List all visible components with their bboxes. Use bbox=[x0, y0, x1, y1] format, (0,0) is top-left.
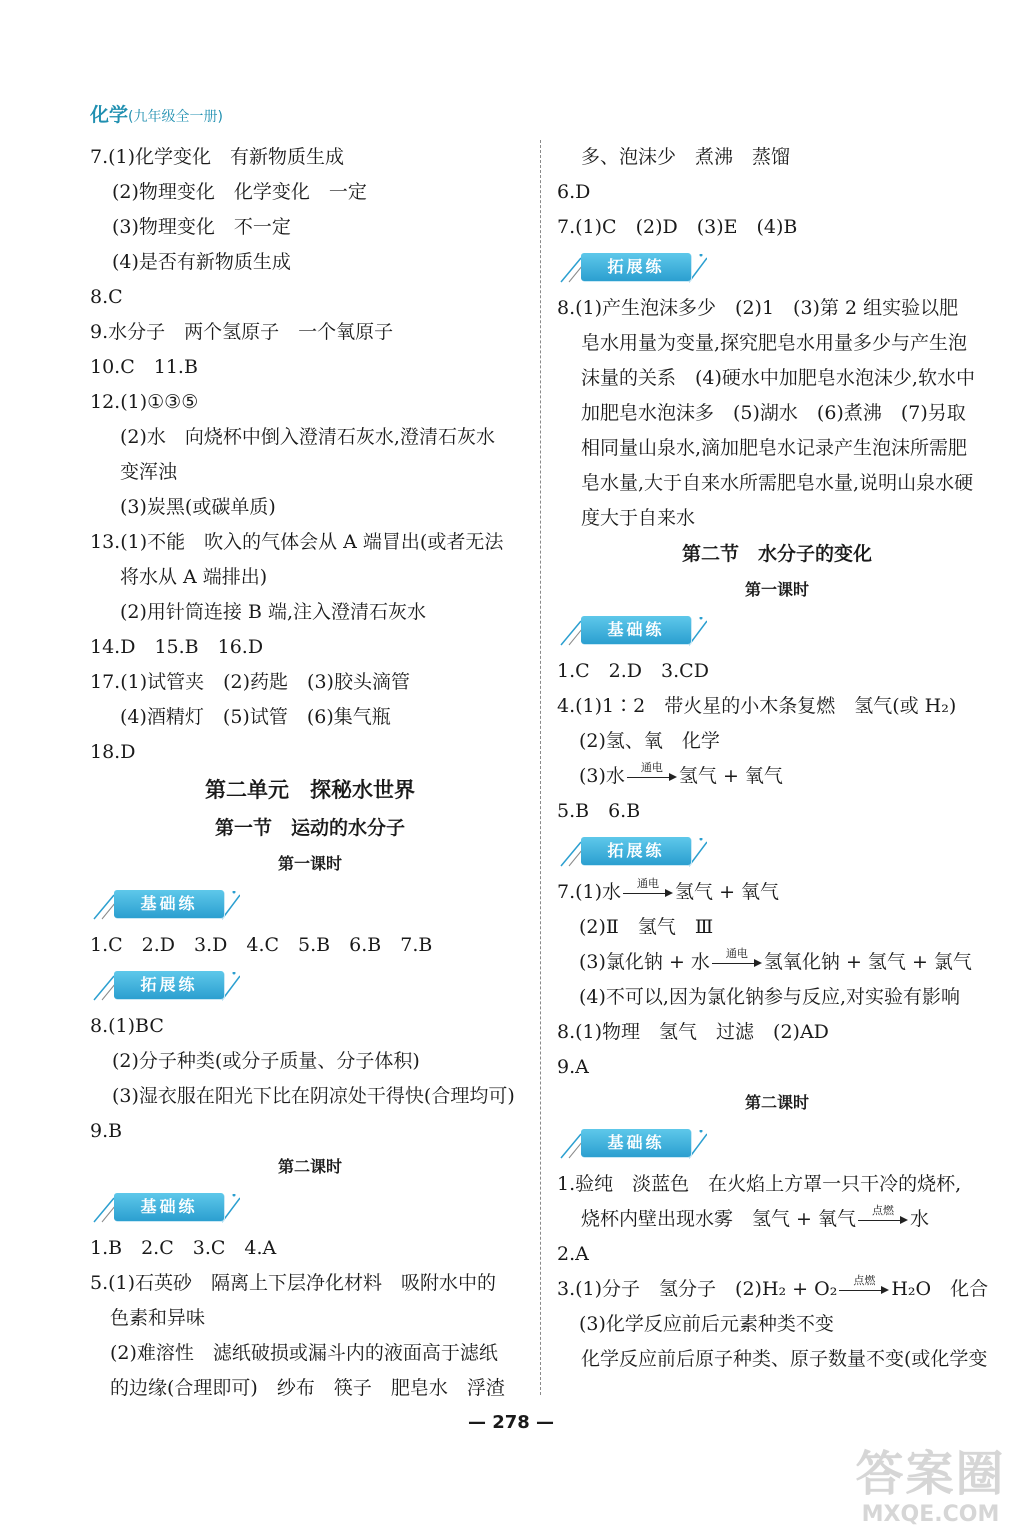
answer-line: 1.B 2.C 3.C 4.A bbox=[90, 1237, 277, 1259]
answer-line: 8.(1)物理 氢气 过滤 (2)AD bbox=[557, 1021, 829, 1043]
reactant: (3)水 bbox=[579, 765, 625, 787]
answer-line: (2)物理变化 化学变化 一定 bbox=[112, 181, 367, 203]
answer-line: 6.D bbox=[557, 181, 591, 203]
answer-line: 13.(1)不能 吹入的气体会从 A 端冒出(或者无法 bbox=[90, 531, 504, 553]
unit-title: 第二单元 探秘水世界 bbox=[205, 778, 415, 802]
answer-line: 化学反应前后原子种类、原子数量不变(或化学变 bbox=[581, 1348, 988, 1370]
page-header bbox=[90, 100, 223, 127]
basic-practice-tag bbox=[90, 882, 530, 928]
lesson-title: 第二课时 bbox=[744, 1093, 809, 1112]
answer-line: 17.(1)试管夹 (2)药匙 (3)胶头滴管 bbox=[90, 671, 410, 693]
answer-line: 皂水量,大于自来水所需肥皂水量,说明山泉水硬 bbox=[581, 472, 974, 494]
answer-line: (2)用针筒连接 B 端,注入澄清石灰水 bbox=[120, 601, 426, 623]
reactant: (3)氯化钠 + 水 bbox=[579, 951, 710, 973]
basic-practice-tag bbox=[90, 1185, 530, 1231]
answer-line: (2)水 向烧杯中倒入澄清石灰水,澄清石灰水 bbox=[120, 426, 495, 448]
reaction-arrow-icon bbox=[623, 876, 673, 894]
lesson-title: 第一课时 bbox=[744, 580, 809, 599]
product: 氢气 + 氧气 bbox=[678, 765, 783, 787]
equation-line bbox=[557, 1202, 997, 1237]
answer-line: 皂水用量为变量,探究肥皂水用量多少与产生泡 bbox=[581, 332, 968, 354]
tag-label: 拓展练 bbox=[114, 971, 224, 999]
reaction-arrow-icon bbox=[839, 1273, 889, 1291]
watermark-logo bbox=[848, 1448, 1013, 1532]
answer-line: (3)湿衣服在阳光下比在阴凉处干得快(合理均可) bbox=[112, 1085, 515, 1107]
answer-line: 1.验纯 淡蓝色 在火焰上方罩一只干冷的烧杯, bbox=[557, 1173, 962, 1195]
answer-line: 1.C 2.D 3.D 4.C 5.B 6.B 7.B bbox=[90, 934, 433, 956]
tag-label: 基础练 bbox=[581, 1129, 691, 1157]
reactant: 7.(1)水 bbox=[557, 881, 622, 903]
reactant: 烧杯内壁出现水雾 氢气 + 氧气 bbox=[581, 1208, 856, 1230]
left-column bbox=[90, 140, 530, 1406]
basic-practice-tag bbox=[557, 1121, 997, 1167]
answer-line: (2)氢、氧 化学 bbox=[579, 730, 720, 752]
tag-label: 基础练 bbox=[114, 890, 224, 918]
tag-label: 基础练 bbox=[581, 616, 691, 644]
page-number: — 278 — bbox=[467, 1412, 555, 1433]
answer-line: (2)Ⅱ 氢气 Ⅲ bbox=[579, 916, 714, 938]
right-column bbox=[557, 140, 997, 1377]
extend-practice-tag bbox=[557, 245, 997, 291]
answer-line: 多、泡沫少 煮沸 蒸馏 bbox=[581, 146, 791, 168]
equation-line bbox=[557, 875, 997, 910]
answer-line: 10.C 11.B bbox=[90, 356, 198, 378]
watermark-url: MXQE.COM bbox=[861, 1502, 1000, 1527]
reaction-arrow-icon bbox=[858, 1203, 908, 1221]
answer-line: 9.B bbox=[90, 1120, 123, 1142]
answer-line: (4)不可以,因为氯化钠参与反应,对实验有影响 bbox=[579, 986, 960, 1008]
answer-line: 相同量山泉水,滴加肥皂水记录产生泡沫所需肥 bbox=[581, 437, 968, 459]
answer-line: 色素和异味 bbox=[110, 1307, 206, 1329]
subject-title: 化学 bbox=[90, 104, 129, 126]
tag-label: 基础练 bbox=[114, 1193, 224, 1221]
section-title: 第一节 运动的水分子 bbox=[214, 817, 405, 839]
reaction-condition: 点燃 bbox=[872, 1203, 894, 1217]
answer-line: 5.(1)石英砂 隔离上下层净化材料 吸附水中的 bbox=[90, 1272, 497, 1294]
reaction-condition: 通电 bbox=[637, 876, 660, 890]
answer-line: 14.D 15.B 16.D bbox=[90, 636, 264, 658]
answer-line: 的边缘(合理即可) 纱布 筷子 肥皂水 浮渣 bbox=[110, 1377, 505, 1399]
reaction-arrow-icon bbox=[627, 760, 677, 778]
answer-line: 7.(1)化学变化 有新物质生成 bbox=[90, 146, 345, 168]
answer-line: 变浑浊 bbox=[120, 461, 178, 483]
answer-line: (4)是否有新物质生成 bbox=[112, 251, 291, 273]
basic-practice-tag bbox=[557, 608, 997, 654]
answer-line: (3)炭黑(或碳单质) bbox=[120, 496, 276, 518]
lesson-title: 第一课时 bbox=[277, 854, 342, 873]
product: 氢气 + 氧气 bbox=[675, 881, 780, 903]
reaction-arrow-icon bbox=[712, 946, 762, 964]
extend-practice-tag bbox=[557, 829, 997, 875]
product: 水 bbox=[910, 1208, 930, 1230]
answer-line: 度大于自来水 bbox=[581, 507, 696, 529]
answer-line: 9.水分子 两个氢原子 一个氧原子 bbox=[90, 321, 394, 343]
answer-line: 2.A bbox=[557, 1243, 589, 1265]
answer-line: 将水从 A 端排出) bbox=[120, 566, 268, 588]
equation-line bbox=[557, 759, 997, 794]
answer-line: (4)酒精灯 (5)试管 (6)集气瓶 bbox=[120, 706, 391, 728]
equation-line bbox=[557, 1272, 997, 1307]
answer-line: 5.B 6.B bbox=[557, 800, 641, 822]
answer-line: (2)分子种类(或分子质量、分子体积) bbox=[112, 1050, 420, 1072]
answer-line: 9.A bbox=[557, 1056, 589, 1078]
section-title: 第二节 水分子的变化 bbox=[681, 543, 872, 565]
answer-line: 4.(1)1∶2 带火星的小木条复燃 氢气(或 H₂) bbox=[557, 695, 957, 717]
product: 氢氧化钠 + 氢气 + 氯气 bbox=[763, 951, 972, 973]
watermark-text: 答案圈 bbox=[855, 1446, 1006, 1502]
reaction-condition: 通电 bbox=[725, 946, 748, 960]
column-divider bbox=[540, 140, 541, 1395]
lesson-title: 第二课时 bbox=[277, 1157, 342, 1176]
answer-line: 8.C bbox=[90, 286, 123, 308]
answer-line: (3)化学反应前后元素种类不变 bbox=[579, 1313, 834, 1335]
equation-line bbox=[557, 945, 997, 980]
product: H₂O 化合 bbox=[891, 1278, 989, 1300]
reaction-condition: 通电 bbox=[640, 760, 663, 774]
answer-line: 加肥皂水泡沫多 (5)湖水 (6)煮沸 (7)另取 bbox=[581, 402, 966, 424]
reaction-condition: 点燃 bbox=[853, 1273, 876, 1287]
answer-line: (2)难溶性 滤纸破损或漏斗内的液面高于滤纸 bbox=[110, 1342, 498, 1364]
answer-line: (3)物理变化 不一定 bbox=[112, 216, 291, 238]
grade-subtitle: (九年级全一册) bbox=[128, 109, 223, 125]
answer-line: 8.(1)产生泡沫多少 (2)1 (3)第 2 组实验以肥 bbox=[557, 297, 959, 319]
answer-line: 12.(1)①③⑤ bbox=[90, 391, 199, 413]
answer-line: 7.(1)C (2)D (3)E (4)B bbox=[557, 216, 798, 238]
answer-line: 1.C 2.D 3.CD bbox=[557, 660, 709, 682]
answer-line: 沫量的关系 (4)硬水中加肥皂水泡沫少,软水中 bbox=[581, 367, 975, 389]
tag-label: 拓展练 bbox=[581, 253, 691, 281]
answer-line: 8.(1)BC bbox=[90, 1015, 164, 1037]
reactant: 3.(1)分子 氢分子 (2)H₂ + O₂ bbox=[557, 1278, 838, 1300]
extend-practice-tag bbox=[90, 963, 530, 1009]
tag-label: 拓展练 bbox=[581, 837, 691, 865]
answer-line: 18.D bbox=[90, 741, 136, 763]
